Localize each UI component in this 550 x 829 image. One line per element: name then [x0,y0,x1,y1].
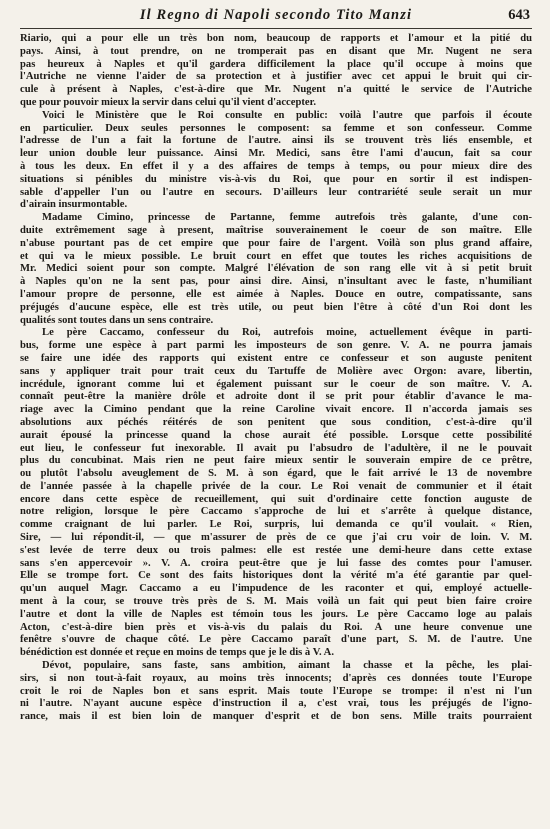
text-line: Madame Cimino, princesse de Partanne, femme autrefois très galante, d'une con- [42,212,532,224]
text-line: plus du concubinat. Mais rien ne peut faire mieux sentir le souverain empire de ce prêtre, [20,455,532,467]
text-line: et qui va le mieux possible. Le bruit court en effet que toutes les riches acquisitions de [20,250,532,262]
text-line: d'airain insurmontable. [20,199,128,211]
text-line: bus, forme une espèce à part parmi les imposteurs de son genre. V. A. ne pourra jamais [20,340,532,352]
text-line: situations si pénibles du ministre vis-à-vis du Roi, que pour en sortir il est indispen- [20,173,532,185]
text-line: ou plutôt l'absolu aveuglement de S. M. à son égard, que le fait arrivé le 13 de novembre [20,468,532,480]
text-line: incrédule, ignorant comme lui et également puissant sur le coeur de son maître. V. A. [20,378,532,390]
text-line: leur union double leur puissance. Ainsi Mr. Medici, sans être l'ami d'aucun, fait sa cour [20,148,532,160]
text-line: Dévot, populaire, sans faste, sans ambition, aimant la chasse et la pêche, les plai- [42,660,532,672]
text-line: Riario, qui a pour elle un très bon nom, beaucoup de rapports et l'amour et la pitié du [20,33,532,44]
text-line: préjugés d'aucune espèce, elle est très utile, ou peut bien l'être à côté d'un Roi dont les [20,301,532,313]
text-line: absolutions aux péchés réitérés de son penitent que sous condition, c'est-à-dire qu'il [20,416,532,428]
text-line: Sire, — lui répondit-il, — que m'assurer de près de ce que j'ai cru voir de loin. V. M. [20,532,532,544]
text-line: à Naples qu'on ne la sent pas, pour ainsi dire. Ainsi, n'insultant avec le faste, n'humiliant [20,276,532,288]
text-line: ni l'autre. N'ayant aucune espèce d'instruction il a, c'est vrai, tous les préjugés de l'igno- [20,698,532,710]
text-line: n'abuse pourtant pas de cet empire que pour faire de l'argent. Voilà son plus grand affaire, [20,237,532,249]
text-line: sans s'en appercevoir ». V. A. croira peut-être que je lui fasse des comtes pour l'amuser. [20,557,532,569]
text-line: encore dans cette espèce de recueillement, qui suit d'ordinaire cette fonction auguste de [20,493,532,505]
text-line: l'autre et dont la ville de Naples est témoin tous les jours. Le père Caccamo loge au palais [20,608,532,620]
text-line: l'amour propre de personne, elle est aimée à Naples. Douce en outre, compatissante, sans [20,288,532,300]
text-line: eut lieu, le confesseur fut inexorable. Il avait pu l'absudro de l'adultère, il ne le pouvait [20,442,532,454]
text-line: qualités sont toutes dans un sens contraire. [20,314,214,326]
text-line: l'adresse de l'un a fait la fortune de l'autre. ainsi ils se trouvent très liés ensemble, et [20,135,532,147]
running-head: Il Regno di Napoli secondo Tito Manzi [139,7,413,23]
paragraph [20,660,532,724]
text-line: Le père Caccamo, confesseur du Roi, autrefois moine, actuellement évêque in parti- [42,327,532,339]
paragraph [20,327,532,660]
text-line: Elle se trompe fort. Ce sont des faits historiques dont la vérité m'a été garantie par quel- [20,570,532,582]
text-line: pas heureux à Naples et qu'il gardera difficilement la place qu'il occupe à moins que [20,58,532,70]
text-line: connaît peut-être la manière drôle et adroite dont il se prit pour établir d'avance le ma- [20,391,532,403]
text-line: que pour pouvoir mieux la servir dans celui qu'il vient d'accepter. [20,96,316,108]
text-line: cule à présent à Naples, c'est-à-dire que Mr. Nugent n'a quitté le service de l'Autriche [20,84,532,96]
text-line: l'Autriche ne vienne l'aider de sa protection et à justifier avec cet appui le bruit qui cir- [20,71,532,83]
paragraph [20,33,532,110]
text-line: en particulier. Deux seules personnes le composent: sa femme et son confesseur. Comme [20,122,532,134]
page-header [20,0,532,29]
text-line: sirs, si non tout-à-fait royaux, au moins très innocents; d'après ces données toute l'Europe [20,672,532,684]
text-line: Acton, c'est-à-dire bien près et vis-à-vis du palais du Roi. À une heure convenue une [20,621,532,633]
text-line: duite extrêmement sage à present, maîtrise souverainement le coeur de son maître. Elle [20,224,532,236]
body-text [20,29,532,724]
text-line: sans y appliquer trait pour trait ceux du Tartuffe de Molière avec Orgon: avare, libertin, [20,365,532,377]
text-line: Voici le Ministère que le Roi consulte en public: voilà l'autre que parfois il écoute [42,109,532,121]
paragraph [20,110,532,212]
page-number: 643 [508,7,530,23]
text-line: Mr. Medici soient pour son compte. Malgré l'élévation de son rang elle vit à si petit bruit [20,263,532,275]
text-line: se faire une idée des rapports qui existent entre ce confesseur et son auguste penitent [20,352,532,364]
text-line: riage avec la Cimino pendant que la reine Caroline vivait encore. Il n'accorda jamais ses [20,404,532,416]
text-line: s'est levée de terre deux ou trois palmes: elle est restée une demi-heure dans cette extase [20,544,532,556]
text-line: croit le roi de Naples bon et sans esprit. Mais toute l'Europe se trompe: il n'est ni l'un [20,685,532,697]
text-line: aurait épousé la princesse quand la chose aurait été possible. Lorsque cette possibilité [20,429,532,441]
text-line: notre religion, lorsque le père Caccamo s'approche de lui et s'arrête à quelque distance, [20,506,532,518]
text-line: bénédiction est donnée et reçue en moins de temps que je le dis à V. A. [20,647,334,659]
text-line: qu'un auquel Magr. Caccamo a eu l'impudence de les raconter et qui, employé actuelle- [20,583,532,595]
paragraph [20,212,532,327]
text-line: rance, mais il est bien loin de manquer d'esprit et de bon sens. Mille traits pourraient [20,711,532,723]
text-line: à tous les deux. En effet il y a des affaires de temps à temps, ou pour mieux dire des [20,160,532,172]
text-line: comme craignant de lui parler. Le Roi, surpris, lui demanda ce qu'il voulait. « Rien, [20,519,532,531]
text-line: de l'année passée à la chapelle privée de la cour. Le Roi venait de communier et il était [20,480,532,492]
text-line: sable d'appeller l'un ou l'autre en secours. D'ailleurs leur contrariété seule serait un mur [20,186,532,198]
text-line: fenêtre s'ouvre de chaque côté. Le père Caccamo paraît d'une part, S. M. de l'autre. Une [20,634,532,646]
text-line: ment à la cour, se trouve très près de S. M. Mais voilà un fait qui peut bien faire croire [20,596,532,608]
text-line: pays. Ainsi, à tout prendre, on ne tromperait pas en disant que Mr. Nugent ne sera [20,45,532,57]
